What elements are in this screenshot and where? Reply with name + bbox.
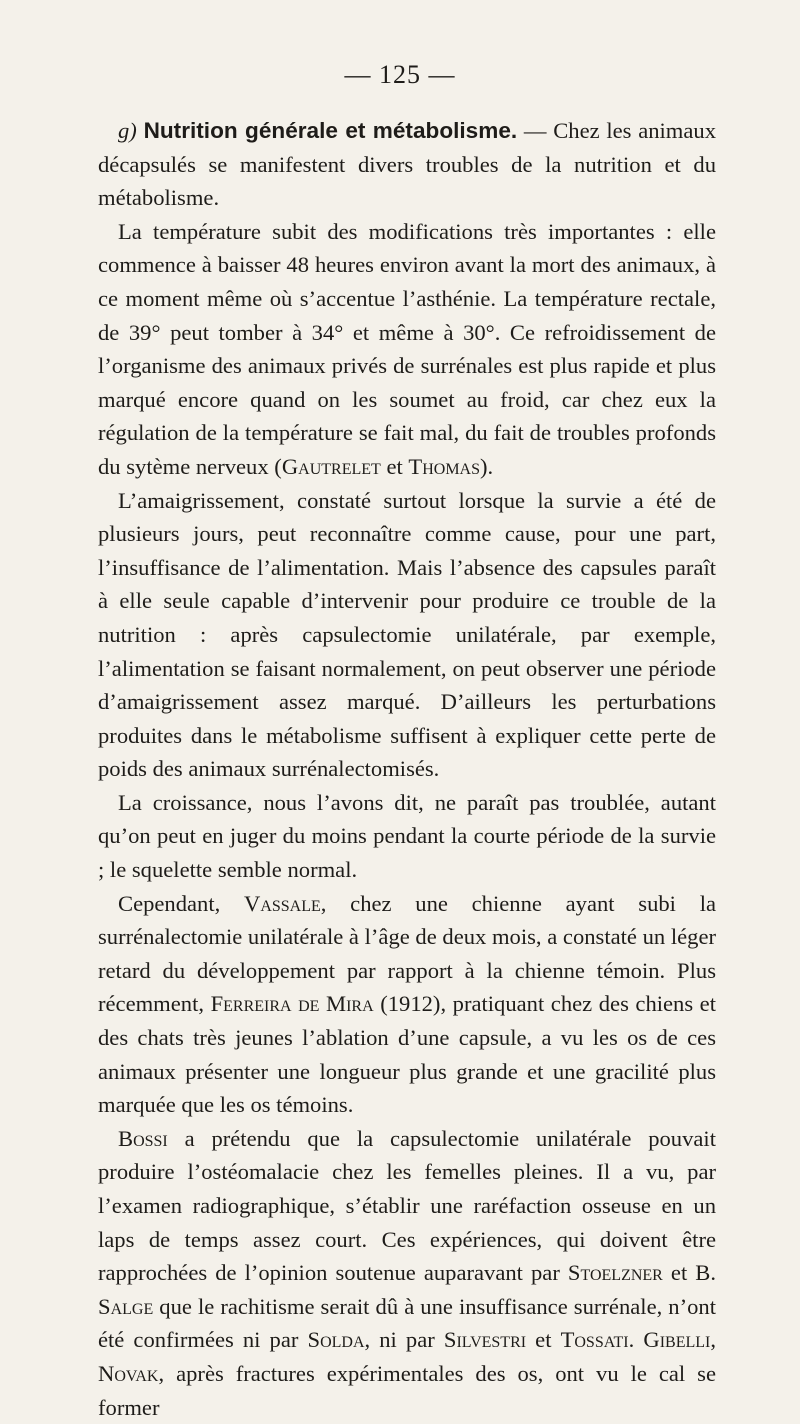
paragraph-vassale [98, 887, 716, 1122]
author-name: Stoelzner [567, 1260, 663, 1286]
author-name: Ferreira de Mira [210, 991, 374, 1017]
section-title: Nutrition générale et métabolisme. [143, 118, 518, 143]
author-name: Gibelli [643, 1327, 711, 1353]
paragraph-text: ). [480, 453, 494, 479]
paragraph-text: que le rachitisme serait dû à une insuffisance surrénale, n’ont été confirmées ni par [98, 1293, 716, 1353]
paragraph-text: . [628, 1327, 644, 1353]
body-text [98, 114, 716, 1424]
paragraph-text: , [710, 1327, 716, 1353]
paragraph-text: , après fractures expérimentales des os, ont vu le cal se former [98, 1360, 716, 1420]
author-name: Solda [307, 1327, 365, 1353]
author-name: Gautrelet [281, 453, 381, 479]
section-letter: g) [118, 118, 137, 143]
paragraph-temperature [98, 215, 716, 484]
paragraph-text: , ni par [364, 1327, 444, 1353]
paragraph-text: La température subit des modifications très importantes : elle commence à baisser 48 heures environ avant la mort des animaux, à ce moment même où s’accentue l’asthénie. La température rectale, de 39° peut tomber à 34° et même à 30°. Ce refroidissement de l’organisme des animaux privés de surrénales est plus rapide et plus marqué encore quand on les soumet au froid, car chez eux la régulation de la température se fait mal, du fait de troubles profonds du sytème nerveux ( [98, 218, 716, 479]
paragraph-text: a prétendu que la capsulectomie unilatérale pouvait produire l’ostéomalacie chez les femelles pleines. Il a vu, par l’examen radiographique, s’établir une raréfaction osseuse en un laps de temps assez court. Ces expériences, qui doivent être rapprochées de l’opinion soutenue auparavant par [98, 1125, 716, 1286]
author-name: Novak [98, 1360, 159, 1386]
author-name: Tossati [560, 1327, 629, 1353]
page-number: — 125 — [344, 60, 456, 89]
author-name: Bossi [118, 1125, 168, 1151]
author-name: B. Salge [98, 1260, 716, 1319]
paragraph-croissance: La croissance, nous l’avons dit, ne paraît pas troublée, autant qu’on peut en juger du moins pendant la courte période de la survie ; le squelette semble normal. [98, 789, 716, 883]
paragraph-text: et [380, 453, 409, 479]
paragraph-text: Cependant, [118, 890, 245, 916]
paragraph-text: — Chez les animaux décapsulés se manifestent divers troubles de la nutrition et du métabolisme. [98, 118, 716, 211]
author-name: Vassale [244, 890, 321, 916]
author-name: Thomas [408, 453, 480, 479]
paragraph-bossi [98, 1122, 716, 1424]
paragraph-amaigrissement: L’amaigrissement, constaté surtout lorsque la survie a été de plusieurs jours, peut reconnaître comme cause, pour une part, l’insuffisance de l’alimentation. Mais l’absence des capsules paraît à elle seule capable d’intervenir pour produire ce trouble de la nutrition : après capsulectomie unilatérale, par exemple, l’alimentation se faisant normalement, on peut observer une période d’amaigrissement assez marqué. D’ailleurs les perturbations produites dans le métabolisme suffisent à expliquer cette perte de poids des animaux surrénalectomisés. [98, 487, 716, 782]
author-name: Silvestri [443, 1327, 527, 1353]
paragraph-text: et [662, 1260, 696, 1286]
paragraph-text: (1912), pratiquant chez des chiens et des chats très jeunes l’ablation d’une capsule, a vu les os de ces animaux présenter une longueur plus grande et une gracilité plus marquée que les os témoins. [98, 991, 716, 1118]
paragraph-text: et [526, 1327, 561, 1353]
paragraph-intro [98, 114, 716, 215]
paragraph-text: , chez une chienne ayant subi la surrénalectomie unilatérale à l’âge de deux mois, a constaté un léger retard du développement par rapport à la chienne témoin. Plus récemment, [98, 890, 716, 1017]
